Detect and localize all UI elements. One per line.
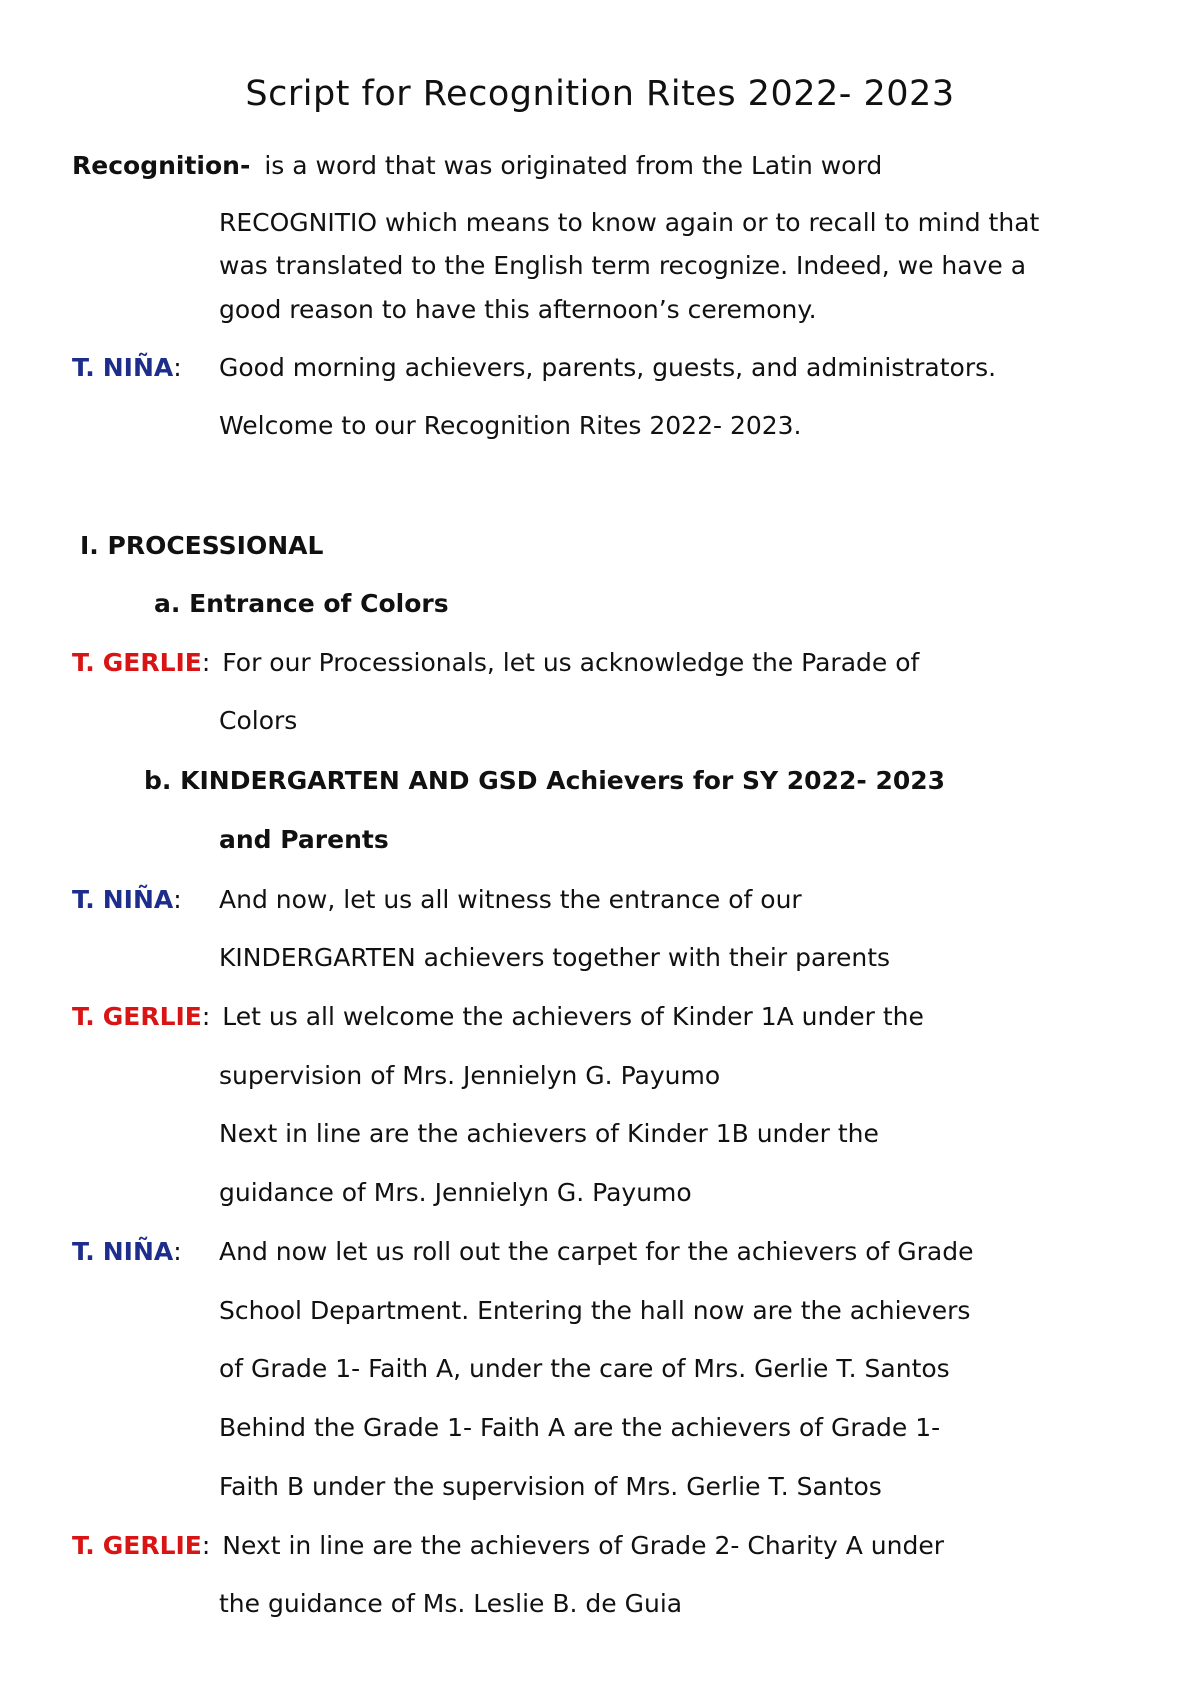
nina3-line: of Grade 1- Faith A, under the care of Mrs. Gerlie T. Santos	[219, 1354, 950, 1383]
nina3-line: Faith B under the supervision of Mrs. Gerlie T. Santos	[219, 1472, 882, 1501]
sub-heading-a: a. Entrance of Colors	[154, 589, 449, 618]
gerlie1-second: Colors	[219, 706, 298, 735]
speaker-line-nina	[72, 352, 182, 384]
document-title: Script for Recognition Rites 2022- 2023	[245, 74, 955, 114]
gerlie1-first: For our Processionals, let us acknowledge the Parade of	[222, 648, 920, 677]
gerlie2-first: Let us all welcome the achievers of Kinder 1A under the	[222, 1002, 924, 1031]
speaker-gerlie: GERLIE	[102, 1531, 202, 1560]
intro-line: was translated to the English term recognize. Indeed, we have a	[219, 251, 1027, 280]
speaker-gerlie: GERLIE	[102, 1002, 202, 1031]
nina3-first: And now let us roll out the carpet for the achievers of Grade	[219, 1237, 974, 1266]
intro-line: RECOGNITIO which means to know again or to recall to mind that	[219, 208, 1040, 237]
speaker-colon: :	[173, 885, 182, 914]
speaker-line-nina	[72, 884, 182, 916]
speaker-line-gerlie	[72, 647, 919, 679]
gerlie3-second: the guidance of Ms. Leslie B. de Guia	[219, 1589, 683, 1618]
nina3-line: School Department. Entering the hall now are the achievers	[219, 1296, 971, 1325]
speaker-line-gerlie	[72, 1001, 924, 1033]
intro-line: good reason to have this afternoon’s ceremony.	[219, 295, 817, 324]
speaker-line-gerlie	[72, 1530, 944, 1562]
speaker-colon: :	[173, 1237, 182, 1266]
gerlie2-line: guidance of Mrs. Jennielyn G. Payumo	[219, 1178, 692, 1207]
speaker-colon: :	[201, 1002, 211, 1031]
speaker-prefix: T.	[72, 1531, 95, 1560]
speaker-prefix: T.	[72, 648, 95, 677]
nina3-line: Behind the Grade 1- Faith A are the achievers of Grade 1-	[219, 1413, 941, 1442]
speaker-line-nina	[72, 1236, 182, 1268]
greeting-first: Good morning achievers, parents, guests, and administrators.	[219, 353, 997, 382]
speaker-prefix: T.	[72, 353, 95, 382]
gerlie2-line: Next in line are the achievers of Kinder 1B under the	[219, 1119, 879, 1148]
speaker-prefix: T.	[72, 885, 95, 914]
section-heading: I. PROCESSIONAL	[80, 531, 324, 560]
speaker-nina: NIÑA	[102, 1237, 174, 1266]
speaker-colon: :	[173, 353, 182, 382]
intro-dash: -	[239, 151, 251, 180]
speaker-nina: NIÑA	[102, 353, 174, 382]
nina2-first: And now, let us all witness the entrance of our	[219, 885, 802, 914]
speaker-colon: :	[201, 648, 211, 677]
speaker-nina: NIÑA	[102, 885, 174, 914]
speaker-colon: :	[201, 1531, 211, 1560]
gerlie3-first: Next in line are the achievers of Grade 2- Charity A under	[222, 1531, 945, 1560]
nina2-second: KINDERGARTEN achievers together with their parents	[219, 943, 891, 972]
greeting-second: Welcome to our Recognition Rites 2022- 2023.	[219, 411, 802, 440]
gerlie2-line: supervision of Mrs. Jennielyn G. Payumo	[219, 1061, 721, 1090]
sub-heading-b: b. KINDERGARTEN AND GSD Achievers for SY 2022- 2023	[144, 766, 946, 795]
intro-first-line	[72, 150, 882, 182]
sub-heading-b-second: and Parents	[219, 825, 389, 854]
speaker-prefix: T.	[72, 1237, 95, 1266]
speaker-prefix: T.	[72, 1002, 95, 1031]
speaker-gerlie: GERLIE	[102, 648, 202, 677]
intro-text: is a word that was originated from the Latin word	[264, 151, 883, 180]
intro-term: Recognition	[72, 151, 240, 180]
